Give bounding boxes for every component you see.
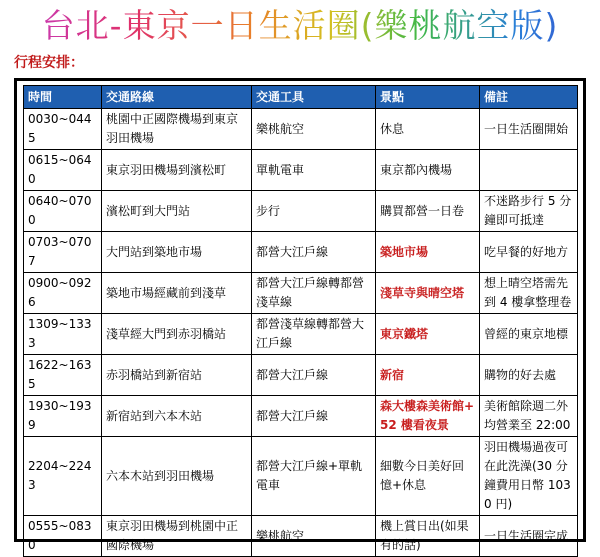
spot-cell: 休息 <box>376 109 480 150</box>
table-row <box>24 191 578 232</box>
route-cell: 新宿站到六本木站 <box>102 396 252 437</box>
transport-cell: 都營大江戶線 <box>252 396 376 437</box>
spot-cell: 新宿 <box>376 355 480 396</box>
transport-cell: 都營大江戶線轉都營淺草線 <box>252 273 376 314</box>
note-cell: 一日生活圈開始 <box>480 109 578 150</box>
route-cell: 築地市場經藏前到淺草 <box>102 273 252 314</box>
transport-cell: 都營大江戶線 <box>252 355 376 396</box>
section-subtitle: 行程安排： <box>14 55 84 71</box>
transport-cell: 樂桃航空 <box>252 516 376 557</box>
table-header-row <box>24 86 578 109</box>
table-row <box>24 150 578 191</box>
route-cell: 大門站到築地市場 <box>102 232 252 273</box>
spot-cell: 細數今日美好回憶+休息 <box>376 437 480 516</box>
transport-cell: 都營淺草線轉都營大江戶線 <box>252 314 376 355</box>
table-row <box>24 273 578 314</box>
table-row <box>24 396 578 437</box>
header-transport: 交通工具 <box>252 86 376 109</box>
time-cell: 1309~1333 <box>24 314 102 355</box>
time-cell: 0030~0445 <box>24 109 102 150</box>
spot-cell: 築地市場 <box>376 232 480 273</box>
spot-cell: 東京都內機場 <box>376 150 480 191</box>
spot-cell: 森大樓森美術館+52 樓看夜景 <box>376 396 480 437</box>
table-body <box>24 109 578 557</box>
route-cell: 東京羽田機場到桃園中正國際機場 <box>102 516 252 557</box>
route-cell: 淺草經大門到赤羽橋站 <box>102 314 252 355</box>
table-row <box>24 314 578 355</box>
transport-cell: 都營大江戶線+單軌電車 <box>252 437 376 516</box>
note-cell: 羽田機場過夜可在此洗澡(30 分鐘費用日幣 1030 円) <box>480 437 578 516</box>
spot-cell: 購買都營一日卷 <box>376 191 480 232</box>
table-row <box>24 355 578 396</box>
note-cell: 曾經的東京地標 <box>480 314 578 355</box>
time-cell: 1622~1635 <box>24 355 102 396</box>
itinerary-table <box>23 85 578 557</box>
note-cell: 美術館除週二外均營業至 22:00 <box>480 396 578 437</box>
route-cell: 六本木站到羽田機場 <box>102 437 252 516</box>
page-title: 台北-東京一日生活圈(樂桃航空版) <box>0 4 600 48</box>
spot-cell: 機上賞日出(如果有的話) <box>376 516 480 557</box>
time-cell: 0555~0830 <box>24 516 102 557</box>
header-route: 交通路線 <box>102 86 252 109</box>
header-time: 時間 <box>24 86 102 109</box>
time-cell: 0900~0926 <box>24 273 102 314</box>
time-cell: 0640~0700 <box>24 191 102 232</box>
transport-cell: 步行 <box>252 191 376 232</box>
table-row <box>24 516 578 557</box>
table-row <box>24 437 578 516</box>
time-cell: 1930~1939 <box>24 396 102 437</box>
time-cell: 2204~2243 <box>24 437 102 516</box>
transport-cell: 樂桃航空 <box>252 109 376 150</box>
header-note: 備註 <box>480 86 578 109</box>
note-cell <box>480 150 578 191</box>
note-cell: 不迷路步行 5 分鐘即可抵達 <box>480 191 578 232</box>
spot-cell: 淺草寺與晴空塔 <box>376 273 480 314</box>
transport-cell: 都營大江戶線 <box>252 232 376 273</box>
table-row <box>24 232 578 273</box>
note-cell: 想上晴空塔需先到 4 樓拿整理卷 <box>480 273 578 314</box>
route-cell: 赤羽橋站到新宿站 <box>102 355 252 396</box>
note-cell: 一日生活圈完成 <box>480 516 578 557</box>
table-row <box>24 109 578 150</box>
transport-cell: 單軌電車 <box>252 150 376 191</box>
note-cell: 購物的好去處 <box>480 355 578 396</box>
header-spot: 景點 <box>376 86 480 109</box>
route-cell: 濱松町到大門站 <box>102 191 252 232</box>
time-cell: 0703~0707 <box>24 232 102 273</box>
note-cell: 吃早餐的好地方 <box>480 232 578 273</box>
route-cell: 桃園中正國際機場到東京羽田機場 <box>102 109 252 150</box>
route-cell: 東京羽田機場到濱松町 <box>102 150 252 191</box>
time-cell: 0615~0640 <box>24 150 102 191</box>
spot-cell: 東京鐵塔 <box>376 314 480 355</box>
itinerary-sheet <box>14 78 586 552</box>
